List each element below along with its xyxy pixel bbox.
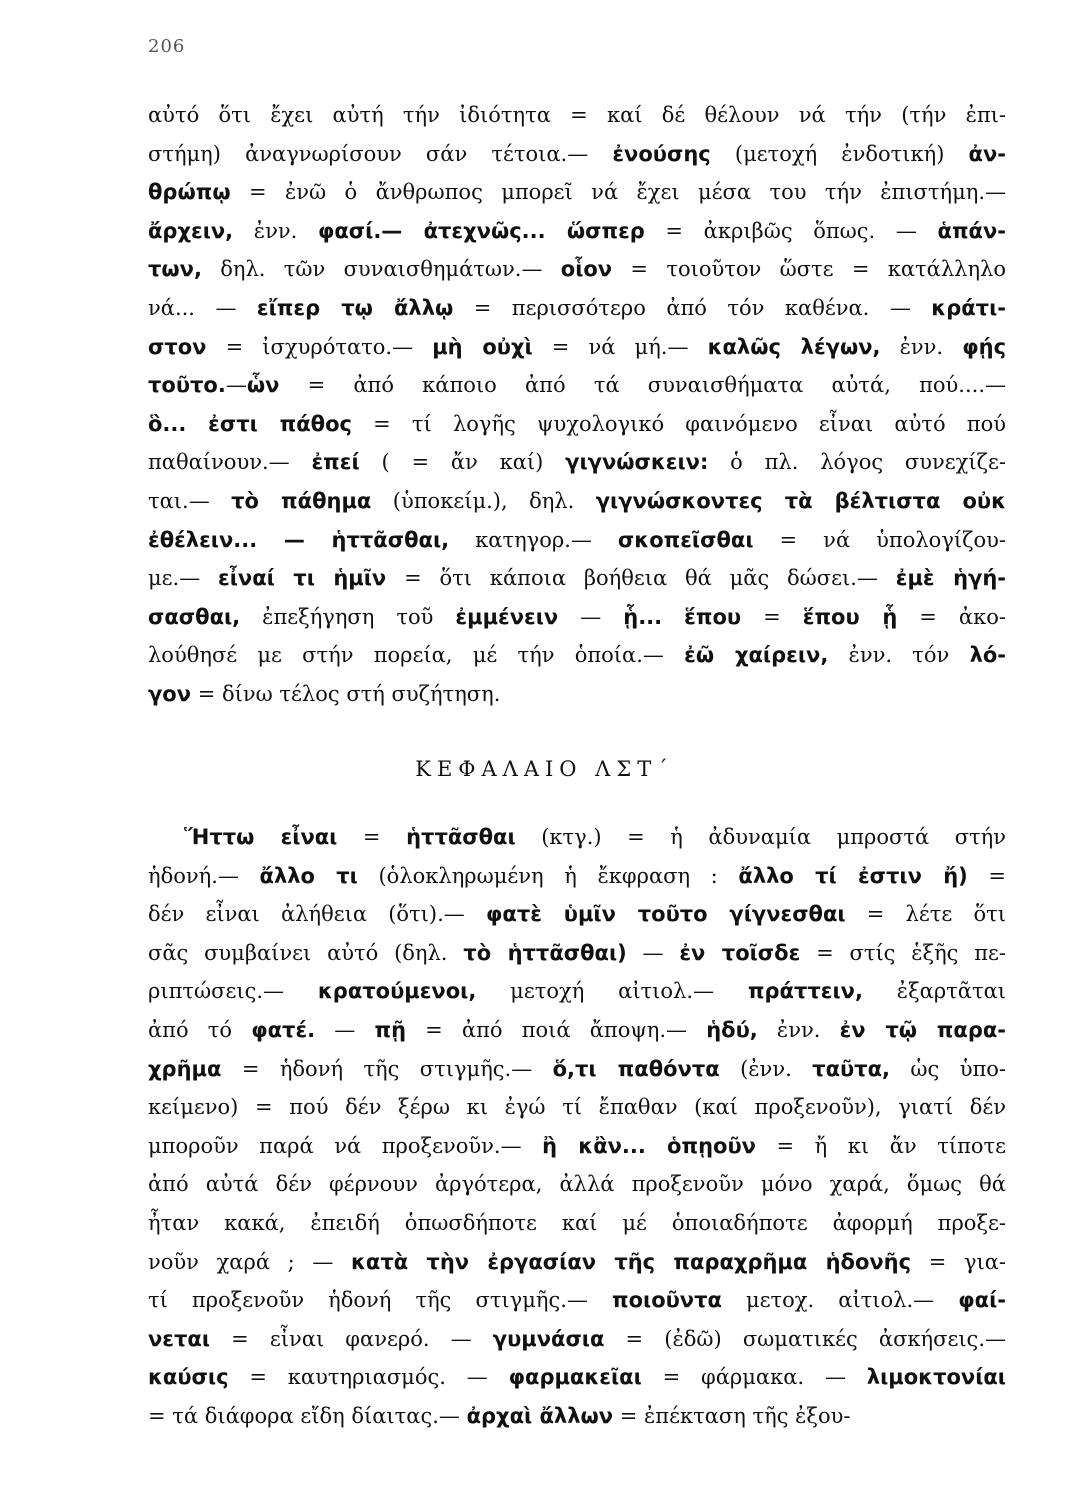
gloss-text: = καυτηριασμός. — [228, 1365, 509, 1390]
text-line [148, 1127, 1006, 1166]
lemma-term: πράττειν, [747, 979, 863, 1004]
text-line [148, 1204, 1006, 1243]
lemma-term: ἐν τοῖσδε [679, 940, 801, 965]
lemma-term: μὴ οὐχὶ [432, 334, 533, 359]
lemma-term: ἡττᾶσθαι [406, 825, 516, 849]
gloss-text: = τά διάφορα εἴδη δίαιτας.— [148, 1403, 467, 1428]
gloss-text: = ἀπό ποιά ἄποψη.— [406, 1017, 707, 1042]
gloss-text: ( = ἄν καί) [359, 450, 566, 475]
gloss-text: δέν εἶναι ἀλήθεια (ὅτι).— [148, 902, 486, 927]
gloss-text: ὡς ὑπο- [890, 1056, 1006, 1081]
text-line [148, 443, 1006, 482]
lemma-term: τοῦτο. [148, 373, 226, 398]
text-line [148, 1320, 1006, 1359]
gloss-text: ἐξαρτᾶται [862, 979, 1006, 1004]
lemma-term: ἢ κἂν... ὁπῃοῦν [542, 1133, 756, 1158]
gloss-text: κατηγορ.— [449, 527, 618, 552]
text-line [148, 1011, 1006, 1050]
gloss-text: = περισσότερο ἀπό τόν καθένα. — [453, 295, 932, 320]
lemma-term: φασί.— ἀτεχνῶς... ὥσπερ [317, 218, 645, 243]
gloss-text: νοῦν χαρά ; — [148, 1249, 351, 1274]
gloss-text: ἐνν. [233, 218, 318, 243]
gloss-text [662, 605, 684, 629]
text-line [148, 972, 1006, 1011]
gloss-text: = δίνω τέλος στή συζήτηση. [191, 681, 501, 706]
gloss-text: = ἀπό κάποιο ἀπό τά συναισθήματα αὐτά, πού....— [279, 373, 1006, 398]
text-line [148, 636, 1006, 675]
lemma-term: ἄλλο τι [259, 863, 358, 888]
text-line [148, 405, 1006, 444]
lemma-term: ἐῶ χαίρειν, [684, 643, 829, 668]
gloss-text: = [967, 863, 1006, 888]
gloss-text: = λέτε ὅτι [845, 902, 1006, 927]
gloss-text: (ὑποκείμ.), δηλ. [371, 488, 596, 513]
gloss-text: ὁ πλ. λόγος συνεχίζε- [708, 450, 1006, 475]
gloss-text: = φάρμακα. — [641, 1365, 867, 1390]
text-line [148, 250, 1006, 289]
gloss-text: = ἰσχυρότατο.— [206, 334, 433, 359]
lemma-term: των, [148, 257, 202, 282]
gloss-text: στήμη) ἀναγνωρίσουν σάν τέτοια.— [148, 141, 613, 166]
lemma-term: φατὲ ὑμῖν τοῦτο γίγνεσθαι [485, 902, 846, 927]
text-line [148, 1281, 1006, 1320]
gloss-text: μποροῦν παρά νά προξενοῦν.— [148, 1133, 543, 1158]
lemma-term: ἕπου [684, 604, 742, 629]
lemma-term: στον [148, 334, 207, 359]
gloss-text: νά... — [148, 295, 257, 320]
lemma-term: ταῦτα, [812, 1056, 890, 1081]
gloss-text: = τοιοῦτον ὥστε = κατάλληλο [612, 257, 1006, 282]
lemma-term: γον [148, 681, 192, 706]
text-line [148, 328, 1006, 367]
lemma-term: κατὰ τὴν ἐργασίαν τῆς παραχρῆμα ἡδονῆς [350, 1249, 912, 1274]
text-line [148, 135, 1006, 174]
gloss-text: (μετοχή ἐνδοτική) [710, 141, 969, 166]
lemma-term: ἁπάν- [937, 218, 1006, 243]
gloss-text: = ἀκο- [897, 604, 1006, 629]
lemma-term: κράτι- [931, 295, 1006, 320]
gloss-text: = (ἐδῶ) σωματικές ἀσκήσεις.— [604, 1326, 1006, 1351]
lemma-term: φαί- [958, 1288, 1006, 1313]
gloss-text: = νά μή.— [532, 334, 708, 359]
lemma-term: ὧν [246, 373, 280, 398]
lemma-term: λό- [969, 643, 1006, 668]
lemma-term: νεται [148, 1326, 211, 1351]
gloss-text: ἀπό αὐτά δέν φέρνουν ἀργότερα, ἀλλά προξενοῦν μόνο χαρά, ὅμως θά [148, 1172, 1006, 1197]
lemma-term: ἐν τῷ παρα- [839, 1017, 1006, 1042]
gloss-text: ἐνν. τόν [828, 643, 970, 668]
lemma-term: ἄρχειν, [148, 218, 234, 243]
lemma-term: θρώπῳ [148, 180, 231, 205]
gloss-text: μετοχ. αἰτιολ.— [721, 1288, 959, 1313]
lemma-term: γυμνάσια [492, 1326, 605, 1351]
text-line [148, 675, 1006, 714]
lemma-term: κρατούμενοι, [317, 979, 477, 1004]
gloss-text: = ἐνῶ ὁ ἄνθρωπος μπορεῖ νά ἔχει μέσα του τήν ἐπιστήμη.— [230, 180, 1006, 205]
gloss-text: = νά ὑπολογίζου- [753, 527, 1006, 552]
lemma-term: πῇ [374, 1017, 407, 1042]
gloss-text: = για- [911, 1249, 1006, 1274]
lemma-term: ἕπου ᾗ [802, 604, 898, 629]
text-line [148, 934, 1006, 973]
lemma-term: οἷον [560, 257, 613, 282]
gloss-text: = ὅτι κάποια βοήθεια θά μᾶς δώσει.— [386, 566, 896, 591]
commentary-paragraph-chapter-36 [148, 818, 1006, 1436]
gloss-text: — [315, 1017, 375, 1042]
chapter-heading: ΚΕΦΑΛΑΙΟ ΛΣΤ΄ [415, 757, 674, 781]
gloss-text: λούθησέ με στήν πορεία, μέ τήν ὁποία.— [148, 643, 685, 668]
lemma-term: ἐθέλειν... — ἡττᾶσθαι, [148, 527, 450, 552]
lemma-term: ᾗ... [623, 604, 663, 629]
text-line [148, 559, 1006, 598]
gloss-text: μετοχή αἰτιολ.— [476, 979, 748, 1004]
lemma-term: ἀν- [968, 141, 1006, 166]
gloss-text: ται.— [148, 488, 232, 513]
text-line [148, 173, 1006, 212]
gloss-text: ἀπό τό [148, 1017, 252, 1042]
lemma-term: φῄς [962, 334, 1006, 359]
text-line [148, 598, 1006, 637]
lemma-term: γιγνώσκειν: [565, 450, 709, 475]
text-line [148, 818, 1006, 857]
gloss-text: — [225, 373, 247, 398]
gloss-text: ἦταν κακά, ἐπειδή ὁπωσδήποτε καί μέ ὁποιαδήποτε ἀφορμή προξε- [148, 1210, 1006, 1235]
page-number: 206 [148, 36, 186, 57]
commentary-paragraph-chapter-35 [148, 96, 1006, 714]
lemma-term: καλῶς λέγων, [707, 334, 881, 359]
text-line [148, 482, 1006, 521]
text-line [148, 1088, 1006, 1127]
lemma-term: καύσις [148, 1365, 229, 1390]
gloss-text: κείμενο) = πού δέν ξέρω κι ἐγώ τί ἔπαθαν (καί προξενοῦν), γιατί δέν [148, 1095, 1006, 1120]
lemma-term: γιγνώσκοντες τὰ βέλτιστα οὐκ [595, 488, 1006, 513]
lemma-term: ἐνούσης [612, 141, 711, 166]
lemma-term: φαρμακεῖαι [508, 1365, 642, 1390]
gloss-text: (ἐνν. [719, 1056, 813, 1081]
lemma-term: ἐμὲ ἡγή- [895, 566, 1006, 591]
text-line [148, 1397, 1006, 1436]
text-line [148, 1165, 1006, 1204]
gloss-text: = ἤ κι ἄν τίποτε [755, 1133, 1006, 1158]
gloss-text: = ἐπέκταση τῆς ἐξου- [613, 1403, 851, 1428]
gloss-text: = ἡδονή τῆς στιγμῆς.— [221, 1056, 553, 1081]
lemma-term: εἶναί τι ἡμῖν [218, 566, 387, 591]
gloss-text: = εἶναι φανερό. — [210, 1326, 493, 1351]
gloss-text: (ὁλοκληρωμένη ἡ ἔκφραση : [357, 863, 739, 888]
gloss-text: με.— [148, 566, 219, 591]
gloss-text: ἐνν. [880, 334, 963, 359]
text-line [148, 1358, 1006, 1397]
lemma-term: ἀρχαὶ ἄλλων [466, 1403, 614, 1428]
lemma-term: χρῆμα [148, 1056, 222, 1081]
text-line [148, 212, 1006, 251]
lemma-term: εἴπερ τῳ ἄλλῳ [256, 295, 454, 320]
gloss-text: δηλ. τῶν συναισθημάτων.— [201, 257, 561, 282]
gloss-text: ἡδονή.— [148, 863, 260, 888]
lemma-term: ἐμμένειν [455, 604, 559, 629]
lemma-term: ἄλλο τί ἐστιν ἤ) [738, 863, 968, 888]
gloss-text: = [741, 604, 803, 629]
gloss-text: — [626, 940, 680, 965]
text-line [148, 857, 1006, 896]
lemma-term: ὃ... ἐστι πάθος [148, 411, 352, 436]
gloss-text: ριπτώσεις.— [148, 979, 318, 1004]
lemma-term: ὅ,τι παθόντα [552, 1056, 720, 1081]
gloss-text: = ἀκριβῶς ὅπως. — [644, 218, 938, 243]
gloss-text: ἐπεξήγηση τοῦ [240, 604, 456, 629]
text-line [148, 289, 1006, 328]
lemma-term: φατέ. [251, 1017, 316, 1042]
text-line [148, 521, 1006, 560]
gloss-text: παθαίνουν.— [148, 450, 312, 475]
gloss-text: — [558, 604, 624, 629]
gloss-text: σᾶς συμβαίνει αὐτό (δηλ. [148, 940, 464, 965]
lemma-term: Ἥττω εἶναι [184, 825, 338, 849]
text-line [148, 1243, 1006, 1282]
text-line [148, 96, 1006, 135]
gloss-text: αὐτό ὅτι ἔχει αὐτή τήν ἰδιότητα = καί δέ θέλουν νά τήν (τήν ἐπι- [148, 103, 1006, 127]
gloss-text: (κτγ.) = ἡ ἀδυναμία μπροστά στήν [515, 825, 1006, 849]
lemma-term: ἐπεί [311, 450, 360, 475]
lemma-term: τὸ ἡττᾶσθαι) [463, 940, 627, 965]
lemma-term: τὸ πάθημα [231, 488, 372, 513]
text-line [148, 895, 1006, 934]
gloss-text: τί προξενοῦν ἡδονή τῆς στιγμῆς.— [148, 1288, 612, 1313]
lemma-term: λιμοκτονίαι [866, 1365, 1006, 1390]
lemma-term: σασθαι, [148, 604, 241, 629]
text-line [148, 1050, 1006, 1089]
lemma-term: σκοπεῖσθαι [617, 527, 754, 552]
text-line [148, 366, 1006, 405]
gloss-text: = [337, 825, 407, 849]
gloss-text: = τί λογῆς ψυχολογικό φαινόμενο εἶναι αὐτό πού [351, 411, 1006, 436]
lemma-term: ποιοῦντα [611, 1288, 722, 1313]
lemma-term: ἡδύ, [706, 1017, 758, 1042]
gloss-text: ἐνν. [757, 1017, 840, 1042]
gloss-text: = στίς ἑξῆς πε- [800, 940, 1006, 965]
